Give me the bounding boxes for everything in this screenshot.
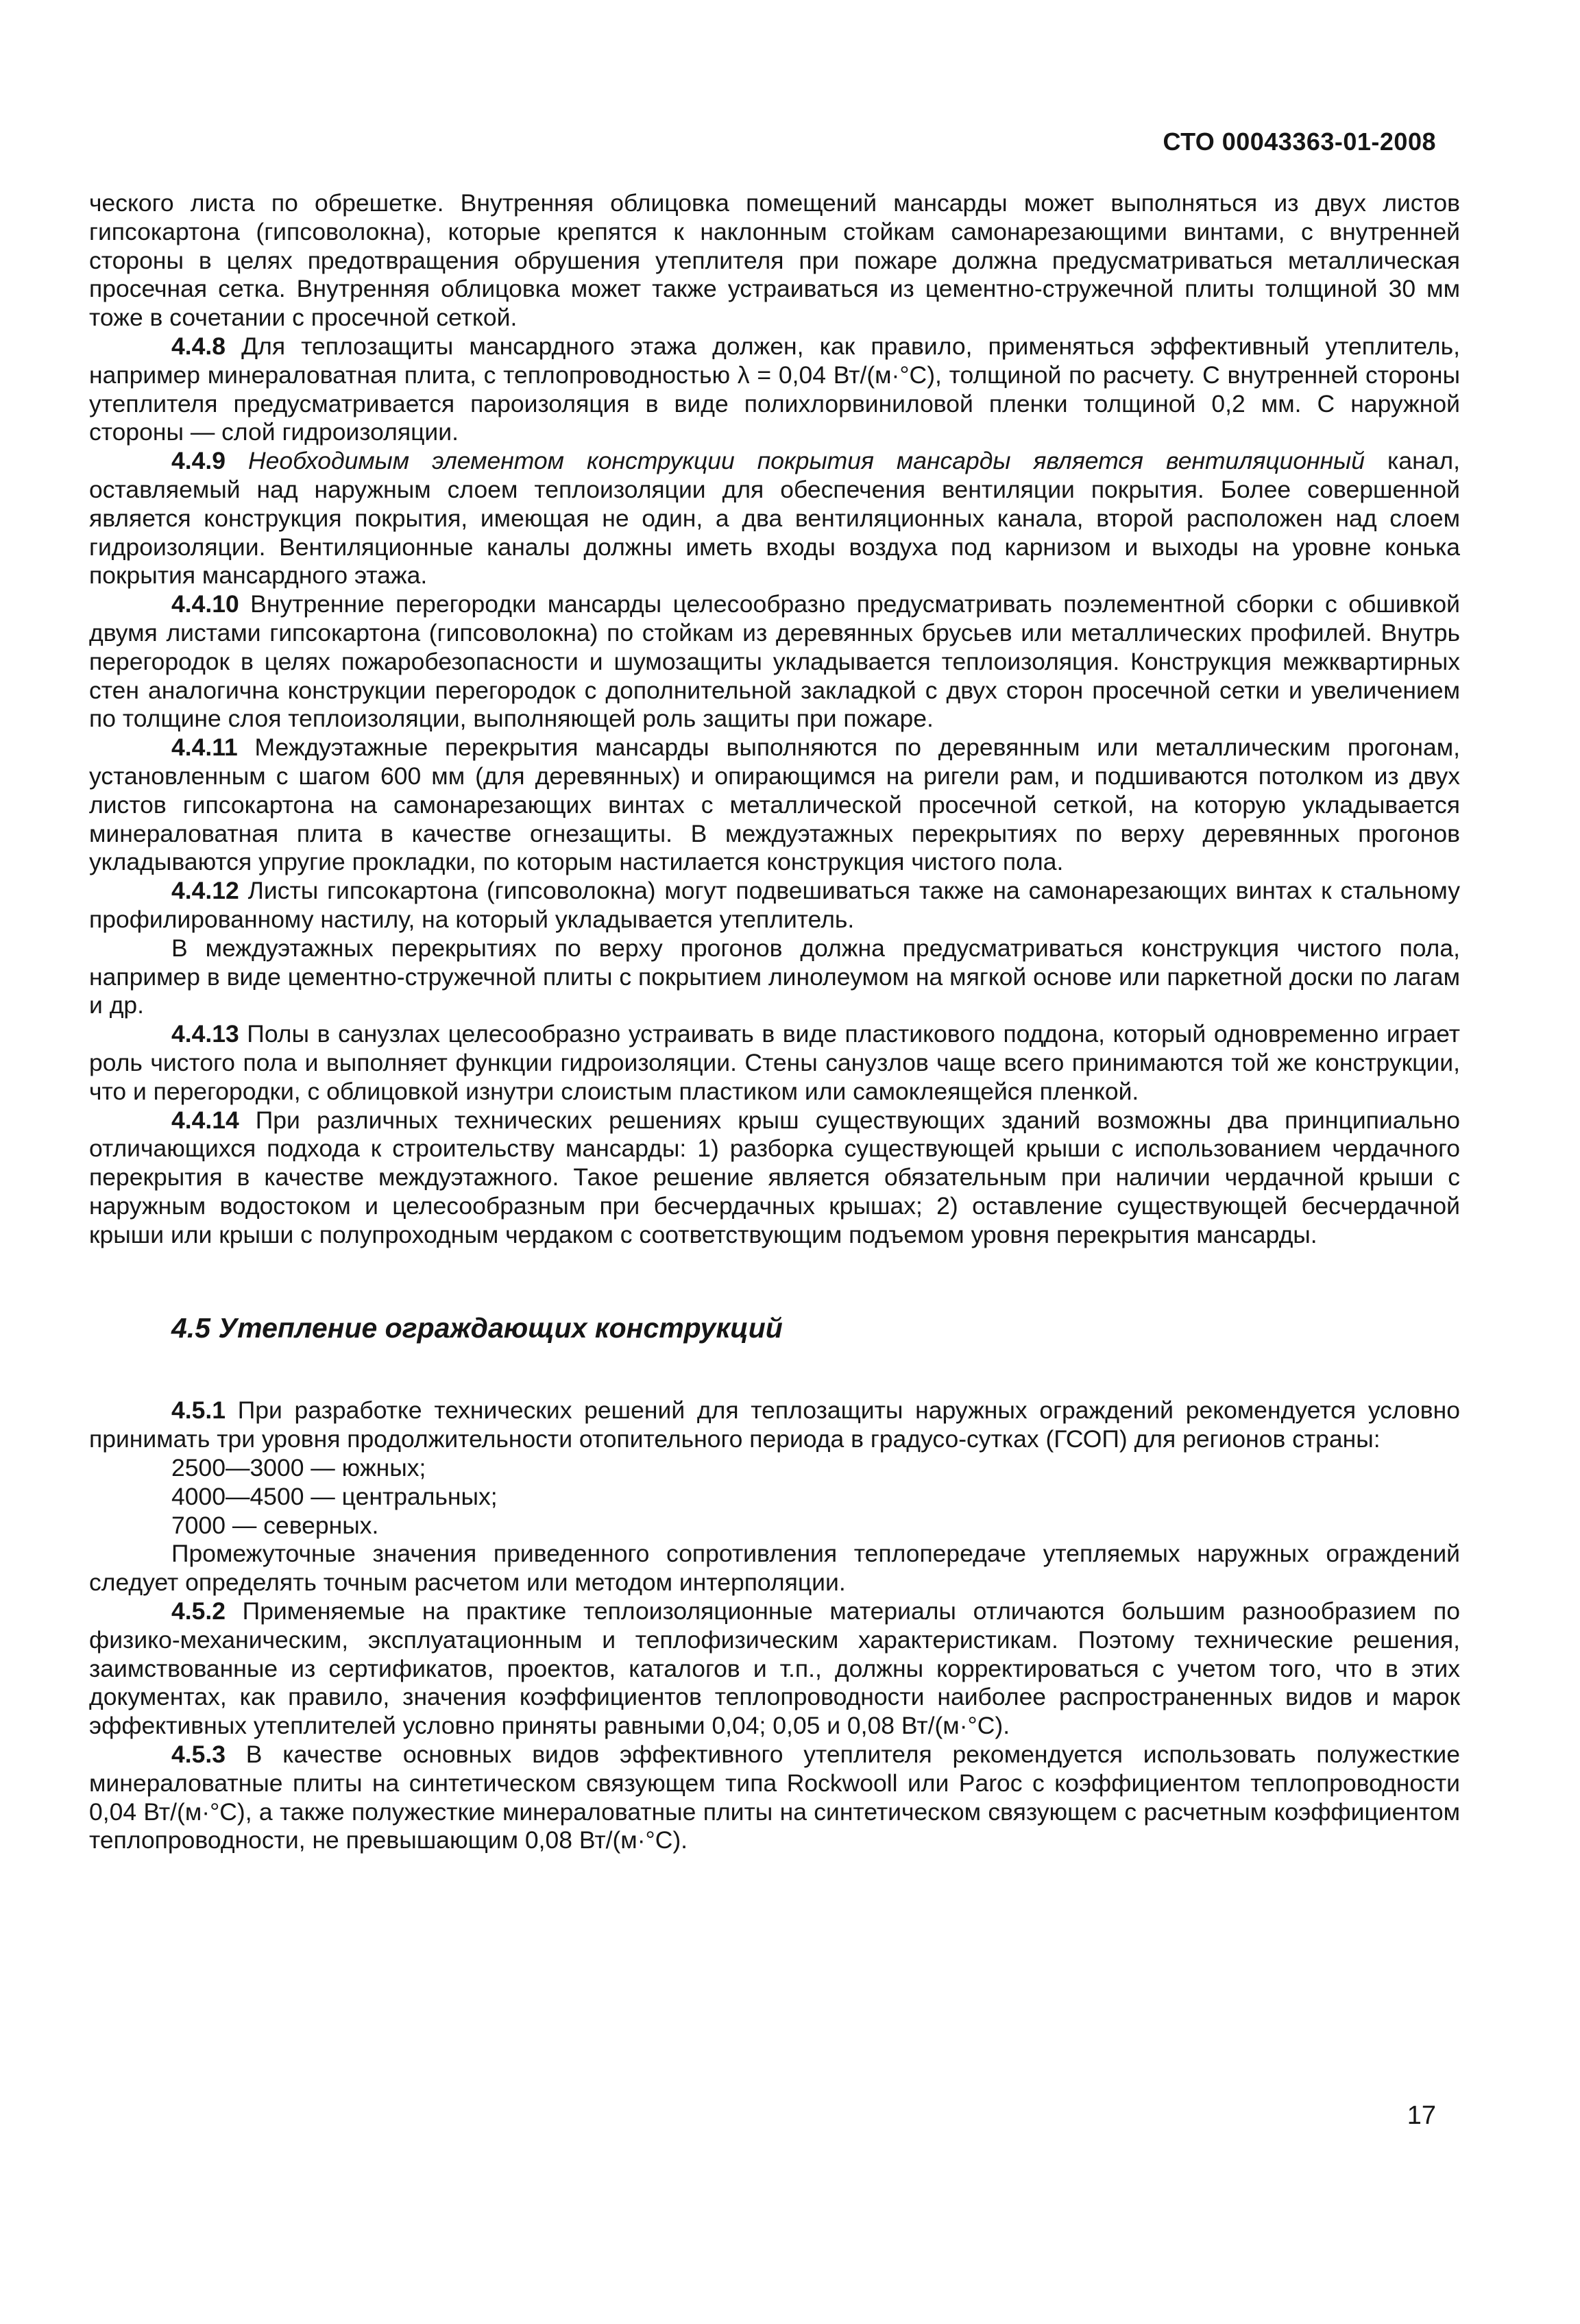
clause-4-4-8 [89,332,1460,447]
clause-4-4-14 [89,1106,1460,1250]
clause-4-4-12 [89,877,1460,934]
clause-number: 4.5.3 [171,1741,226,1769]
paragraph-continuation: ческого листа по обрешетке. Внутренняя облицовка помещений мансарды может выполняться из двух листов гипсокартона (гипсоволокна), которые крепятся к наклонным стойкам самонарезающими винтами, с внутренней стороны в целях предотвращения обрушения утеплителя при пожаре должна предусматриваться металлическая просечная сетка. Внутренняя облицовка может также устраиваться из цементно-стружечной плиты толщиной 30 мм тоже в сочетании с просечной сеткой. [89,189,1460,332]
clause-text: Применяемые на практике теплоизоляционные материалы отличаются большим разнообразием по физико-механическим, эксплуатационным и теплофизическим характеристикам. Поэтому технические решения, заимствованные из сертификатов, проектов, каталогов и т.п., должны корректироваться с учетом того, что в этих документах, как правило, значения коэффициентов теплопроводности наиболее распространенных видов и марок эффективных утеплителей условно приняты равными 0,04; 0,05 и 0,08 Вт/(м·°С). [89,1597,1460,1740]
clause-text: При разработке технических решений для теплозащиты наружных ограждений рекомендуется условно принимать три уровня продолжительности отопительного периода в градусо-сутках (ГСОП) для регионов страны: [89,1396,1460,1453]
clause-text: Листы гипсокартона (гипсоволокна) могут подвешиваться также на самонарезающих винтах к стальному профилированному настилу, на который укладывается утеплитель. [89,877,1460,933]
clause-italic-text: Необходимым элементом конструкции покрытия мансарды является вентиляционный [225,447,1365,475]
section-heading-4-5: 4.5 Утепление ограждающих конструкций [171,1312,783,1344]
document-code-header: СТО 00043363-01-2008 [1163,128,1436,156]
document-body [89,189,1460,1855]
list-item: 7000 — северных. [171,1511,379,1539]
clause-number: 4.5.2 [171,1597,226,1625]
paragraph-4-5-1-continued: Промежуточные значения приведенного сопротивления теплопередаче утепляемых наружных ограждений следует определять точным расчетом или методом интерполяции. [89,1540,1460,1597]
clause-text: При различных технических решениях крыш существующих зданий возможны два принципиально отличающихся подхода к строительству мансарды: 1) разборка существующей крыши с использованием чердачного перекрытия в качестве междуэтажного. Такое решение является обязательным при наличии чердачной крыши с наружным водостоком и целесообразным при бесчердачных крышах; 2) оставление существующей бесчердачной крыши или крыши с полупроходным чердаком с соответствующим подъемом уровня перекрытия мансарды. [89,1106,1460,1248]
clause-number: 4.4.11 [171,734,238,762]
clause-4-5-3 [89,1741,1460,1855]
clause-text: Для теплозащиты мансардного этажа должен, как правило, применяться эффективный утеплитель, например минераловатная плита, с теплопроводностью λ = 0,04 Вт/(м·°С), толщиной по расчету. С внутренней стороны утеплителя предусматривается пароизоляция в виде полихлорвиниловой пленки толщиной 0,2 мм. С наружной стороны — слой гидроизоляции. [89,332,1460,446]
clause-4-4-13 [89,1020,1460,1106]
list-item: 4000—4500 — центральных; [171,1482,498,1510]
clause-number: 4.4.8 [171,332,226,360]
clause-number: 4.4.14 [171,1106,239,1134]
clause-4-5-1 [89,1396,1460,1454]
clause-4-5-2 [89,1597,1460,1741]
clause-text: канал, оставляемый над наружным слоем теплоизоляции для обеспечения вентиляции покрытия. Более совершенной является конструкция покрытия, имеющая не один, а два вентиляционных канала, второй расположен над слоем гидроизоляции. Вентиляционные каналы должны иметь входы воздуха под карнизом и выходы на уровне конька покрытия мансардного этажа. [89,447,1460,590]
clause-number: 4.5.1 [171,1396,226,1425]
paragraph-4-4-12-continued: В междуэтажных перекрытиях по верху прогонов должна предусматриваться конструкция чистого пола, например в виде цементно-стружечной плиты с покрытием линолеумом на мягкой основе или паркетной доски по лагам и др. [89,934,1460,1019]
clause-4-4-9 [89,447,1460,590]
clause-4-4-11 [89,734,1460,877]
clause-number: 4.4.10 [171,590,239,618]
clause-text: В качестве основных видов эффективного утеплителя рекомендуется использовать полужесткие минераловатные плиты на синтетическом связующем типа Rockwooll или Paroc с коэффициентом теплопроводности 0,04 Вт/(м·°С), а также полужесткие минераловатные плиты на синтетическом связующем с расчетным коэффициентом теплопроводности, не превышающим 0,08 Вт/(м·°С). [89,1741,1460,1854]
list-item: 2500—3000 — южных; [171,1454,426,1482]
clause-number: 4.4.13 [171,1020,239,1048]
clause-4-4-10 [89,590,1460,734]
page-number: 17 [1407,2101,1436,2130]
clause-number: 4.4.9 [171,447,226,475]
clause-text: Междуэтажные перекрытия мансарды выполняются по деревянным или металлическим прогонам, установленным с шагом 600 мм (для деревянных) и опирающимся на ригели рам, и подшиваются потолком из двух листов гипсокартона на самонарезающих винтах с металлической просечной сеткой, на которую укладывается минераловатная плита в качестве огнезащиты. В междуэтажных перекрытиях по верху деревянных прогонов укладываются упругие прокладки, по которым настилается конструкция чистого пола. [89,734,1460,876]
clause-text: Полы в санузлах целесообразно устраивать в виде пластикового поддона, который одновременно играет роль чистого пола и выполняет функции гидроизоляции. Стены санузлов чаще всего принимаются той же конструкции, что и перегородки, с облицовкой изнутри слоистым пластиком или самоклеящейся пленкой. [89,1020,1460,1105]
clause-number: 4.4.12 [171,877,239,905]
clause-text: Внутренние перегородки мансарды целесообразно предусматривать поэлементной сборки с обшивкой двумя листами гипсокартона (гипсоволокна) по стойкам из деревянных брусьев или металлических профилей. Внутрь перегородок в целях пожаробезопасности и шумозащиты укладывается теплоизоляция. Конструкция межквартирных стен аналогична конструкции перегородок с дополнительной закладкой с двух сторон просечной сетки и увеличением по толщине слоя теплоизоляции, выполняющей роль защиты при пожаре. [89,590,1460,733]
